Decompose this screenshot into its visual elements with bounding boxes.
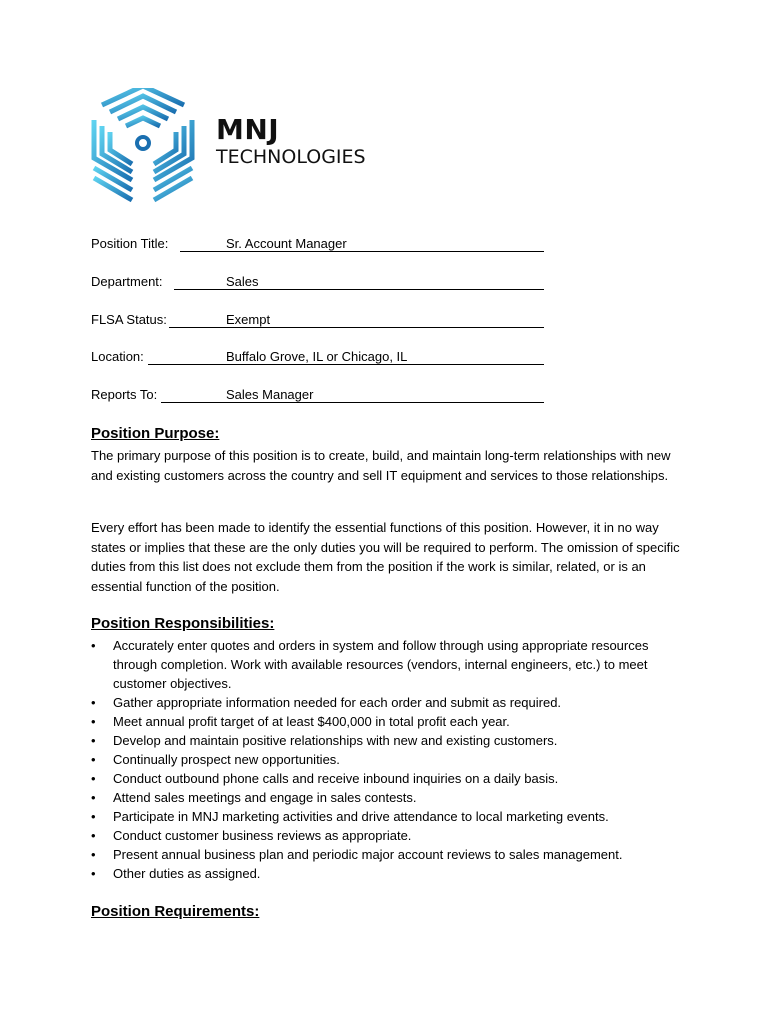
logo-subtitle: TECHNOLOGIES <box>216 146 366 168</box>
list-item <box>91 769 691 788</box>
responsibilities-list <box>91 636 691 883</box>
list-item-text: Accurately enter quotes and orders in system and follow through using appropriate resources through completion. Work with available resources (vendors, internal engineers, etc.) to meet customer objectives. <box>113 638 649 691</box>
purpose-heading: Position Purpose: <box>91 425 220 442</box>
bullet-icon: • <box>91 847 96 862</box>
list-item <box>91 864 691 883</box>
field-underline <box>174 289 544 290</box>
field-value: Sales <box>226 274 259 289</box>
list-item-text: Conduct outbound phone calls and receive inbound inquiries on a daily basis. <box>113 771 559 786</box>
list-item-text: Participate in MNJ marketing activities and drive attendance to local marketing events. <box>113 809 609 824</box>
field-underline <box>169 327 544 328</box>
bullet-icon: • <box>91 733 96 748</box>
list-item-text: Conduct customer business reviews as appropriate. <box>113 828 412 843</box>
field-location <box>91 349 551 369</box>
list-item-text: Attend sales meetings and engage in sales contests. <box>113 790 417 805</box>
bullet-icon: • <box>91 714 96 729</box>
list-item <box>91 807 691 826</box>
bullet-icon: • <box>91 790 96 805</box>
bullet-icon: • <box>91 866 96 881</box>
bullet-icon: • <box>91 771 96 786</box>
bullet-icon: • <box>91 638 96 653</box>
list-item <box>91 731 691 750</box>
responsibilities-heading: Position Responsibilities: <box>91 615 275 632</box>
list-item-text: Present annual business plan and periodic major account reviews to sales management. <box>113 847 623 862</box>
field-label: Location: <box>91 349 144 364</box>
list-item-text: Develop and maintain positive relationships with new and existing customers. <box>113 733 558 748</box>
list-item-text: Continually prospect new opportunities. <box>113 752 340 767</box>
field-department <box>91 274 551 294</box>
list-item <box>91 750 691 769</box>
field-underline <box>180 251 544 252</box>
list-item-text: Gather appropriate information needed for each order and submit as required. <box>113 695 562 710</box>
field-position-title <box>91 236 551 256</box>
field-label: Department: <box>91 274 163 289</box>
bullet-icon: • <box>91 828 96 843</box>
company-logo <box>88 88 378 218</box>
logo-name: MNJ <box>216 113 280 146</box>
list-item-text: Meet annual profit target of at least $400,000 in total profit each year. <box>113 714 510 729</box>
purpose-paragraph: The primary purpose of this position is to create, build, and maintain long-term relationships with new and existing customers across the country and sell IT equipment and services to those relationships. <box>91 448 671 483</box>
field-label: Position Title: <box>91 236 169 251</box>
list-item <box>91 826 691 845</box>
bullet-icon: • <box>91 809 96 824</box>
field-label: Reports To: <box>91 387 158 402</box>
field-reports-to <box>91 387 551 407</box>
field-value: Sr. Account Manager <box>226 236 347 251</box>
list-item <box>91 712 691 731</box>
list-item <box>91 845 691 864</box>
field-underline <box>148 364 544 365</box>
list-item-text: Other duties as assigned. <box>113 866 261 881</box>
field-label: FLSA Status: <box>91 312 167 327</box>
field-value: Exempt <box>226 312 271 327</box>
list-item <box>91 636 691 693</box>
list-item <box>91 693 691 712</box>
list-item <box>91 788 691 807</box>
requirements-heading: Position Requirements: <box>91 903 260 920</box>
bullet-icon: • <box>91 752 96 767</box>
field-value: Sales Manager <box>226 387 314 402</box>
logo-cube-icon <box>88 88 198 218</box>
field-flsa-status <box>91 312 551 332</box>
field-value: Buffalo Grove, IL or Chicago, IL <box>226 349 408 364</box>
bullet-icon: • <box>91 695 96 710</box>
disclaimer-paragraph: Every effort has been made to identify the essential functions of this position. However, it in no way states or implies that these are the only duties you will be required to perform. The omission of specific duties from this list does not exclude them from the position if the work is similar, related, or is an essential function of the position. <box>91 520 680 594</box>
field-underline <box>161 402 544 403</box>
